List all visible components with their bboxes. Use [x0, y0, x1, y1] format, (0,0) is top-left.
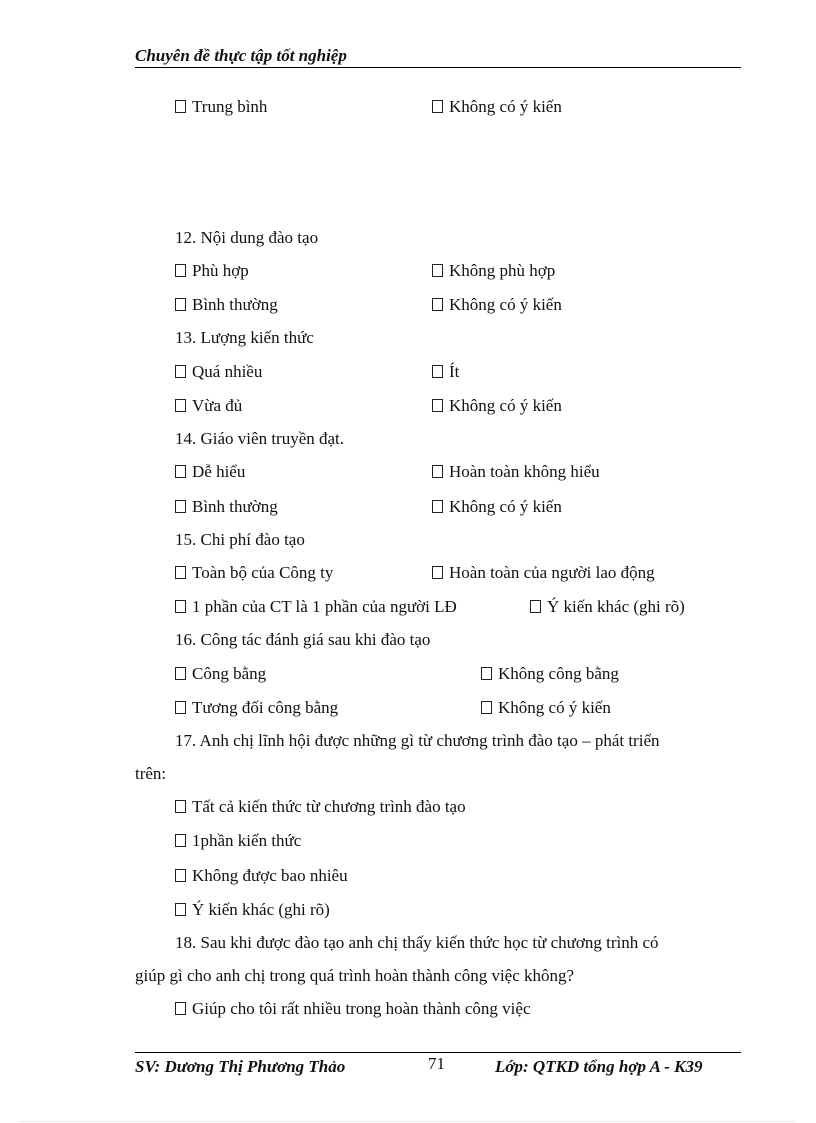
- option-khong-cong-bang[interactable]: [481, 664, 619, 684]
- footer-student: SV: Dương Thị Phương Thảo: [135, 1057, 346, 1076]
- checkbox-icon: [175, 365, 186, 378]
- option-label: Ý kiến khác (ghi rõ): [192, 900, 330, 919]
- option-hoan-toan-nguoi-lao-dong[interactable]: [432, 563, 655, 583]
- option-y-kien-khac[interactable]: [530, 597, 685, 617]
- option-label: Tất cả kiến thức từ chương trình đào tạo: [192, 797, 466, 816]
- option-label: Không có ý kiến: [449, 396, 562, 415]
- checkbox-icon: [432, 500, 443, 513]
- option-label: Không công bằng: [498, 664, 619, 683]
- checkbox-icon: [175, 701, 186, 714]
- option-label: Trung bình: [192, 97, 268, 116]
- option-label: 1phần kiến thức: [192, 831, 302, 850]
- option-vua-du[interactable]: [175, 396, 242, 416]
- checkbox-icon: [432, 365, 443, 378]
- option-tuong-doi-cong-bang[interactable]: [175, 698, 338, 718]
- option-label: Không được bao nhiêu: [192, 866, 348, 885]
- checkbox-icon: [432, 399, 443, 412]
- option-label: Không phù hợp: [449, 261, 556, 280]
- option-cong-bang[interactable]: [175, 664, 266, 684]
- option-label: Không có ý kiến: [449, 97, 562, 116]
- option-khong-duoc-bao-nhieu[interactable]: [175, 866, 348, 886]
- option-toan-bo-cong-ty[interactable]: [175, 563, 333, 583]
- option-khong-y-kien[interactable]: [432, 295, 562, 315]
- option-trung-binh[interactable]: [175, 97, 267, 117]
- checkbox-icon: [432, 566, 443, 579]
- footer-divider: [135, 1052, 741, 1053]
- option-label: Quá nhiều: [192, 362, 263, 381]
- checkbox-icon: [175, 100, 186, 113]
- question-13: 13. Lượng kiến thức: [175, 328, 314, 347]
- option-binh-thuong[interactable]: [175, 497, 278, 517]
- option-khong-phu-hop[interactable]: [432, 261, 555, 281]
- question-16: 16. Công tác đánh giá sau khi đào tạo: [175, 630, 431, 649]
- checkbox-icon: [175, 667, 186, 680]
- option-label: Không có ý kiến: [449, 497, 562, 516]
- checkbox-icon: [175, 500, 186, 513]
- checkbox-icon: [432, 465, 443, 478]
- footer-class: Lớp: QTKD tổng hợp A - K39: [495, 1057, 703, 1076]
- checkbox-icon: [175, 800, 186, 813]
- question-18-continued: giúp gì cho anh chị trong quá trình hoàn thành công việc không?: [135, 966, 575, 985]
- page-bottom-divider: [20, 1121, 796, 1122]
- checkbox-icon: [432, 264, 443, 277]
- option-label: Công bằng: [192, 664, 267, 683]
- option-label: Ít: [449, 362, 460, 381]
- option-khong-y-kien[interactable]: [432, 97, 562, 117]
- option-label: Bình thường: [192, 497, 278, 516]
- checkbox-icon: [175, 869, 186, 882]
- option-label: Vừa đủ: [192, 396, 243, 415]
- question-15: 15. Chi phí đào tạo: [175, 530, 305, 549]
- checkbox-icon: [175, 465, 186, 478]
- option-khong-y-kien[interactable]: [432, 396, 562, 416]
- checkbox-icon: [481, 701, 492, 714]
- option-it[interactable]: [432, 362, 459, 382]
- option-mot-phan-kien-thuc[interactable]: [175, 831, 301, 851]
- checkbox-icon: [175, 600, 186, 613]
- option-tat-ca-kien-thuc[interactable]: [175, 797, 466, 817]
- option-label: Hoàn toàn không hiểu: [449, 462, 600, 481]
- option-label: Hoàn toàn của người lao động: [449, 563, 655, 582]
- question-12: 12. Nội dung đào tạo: [175, 228, 319, 247]
- question-17: 17. Anh chị lĩnh hội được những gì từ chương trình đào tạo – phát triển: [175, 731, 660, 750]
- checkbox-icon: [432, 100, 443, 113]
- question-18: 18. Sau khi được đào tạo anh chị thấy kiến thức học từ chương trình có: [175, 933, 659, 952]
- question-17-continued: trên:: [135, 764, 167, 783]
- page-header: Chuyên đề thực tập tốt nghiệp: [135, 46, 741, 68]
- option-khong-y-kien[interactable]: [432, 497, 562, 517]
- page-number: 71: [428, 1054, 445, 1073]
- option-hoan-toan-khong-hieu[interactable]: [432, 462, 600, 482]
- option-label: Tương đối công bằng: [192, 698, 339, 717]
- option-binh-thuong[interactable]: [175, 295, 278, 315]
- checkbox-icon: [175, 399, 186, 412]
- option-phu-hop[interactable]: [175, 261, 249, 281]
- option-qua-nhieu[interactable]: [175, 362, 262, 382]
- checkbox-icon: [175, 834, 186, 847]
- question-14: 14. Giáo viên truyền đạt.: [175, 429, 345, 448]
- checkbox-icon: [175, 566, 186, 579]
- option-khong-y-kien[interactable]: [481, 698, 611, 718]
- checkbox-icon: [175, 298, 186, 311]
- option-giup-rat-nhieu[interactable]: [175, 999, 531, 1019]
- option-label: Toàn bộ của Công ty: [192, 563, 334, 582]
- checkbox-icon: [432, 298, 443, 311]
- checkbox-icon: [175, 903, 186, 916]
- option-label: 1 phần của CT là 1 phần của người LĐ: [192, 597, 457, 616]
- option-y-kien-khac[interactable]: [175, 900, 330, 920]
- option-label: Dễ hiểu: [192, 462, 246, 481]
- option-label: Không có ý kiến: [449, 295, 562, 314]
- option-label: Không có ý kiến: [498, 698, 611, 717]
- option-label: Phù hợp: [192, 261, 249, 280]
- checkbox-icon: [175, 1002, 186, 1015]
- option-mot-phan[interactable]: [175, 597, 457, 617]
- option-de-hieu[interactable]: [175, 462, 245, 482]
- checkbox-icon: [175, 264, 186, 277]
- option-label: Giúp cho tôi rất nhiều trong hoàn thành công việc: [192, 999, 531, 1018]
- checkbox-icon: [530, 600, 541, 613]
- option-label: Bình thường: [192, 295, 278, 314]
- checkbox-icon: [481, 667, 492, 680]
- option-label: Ý kiến khác (ghi rõ): [547, 597, 685, 616]
